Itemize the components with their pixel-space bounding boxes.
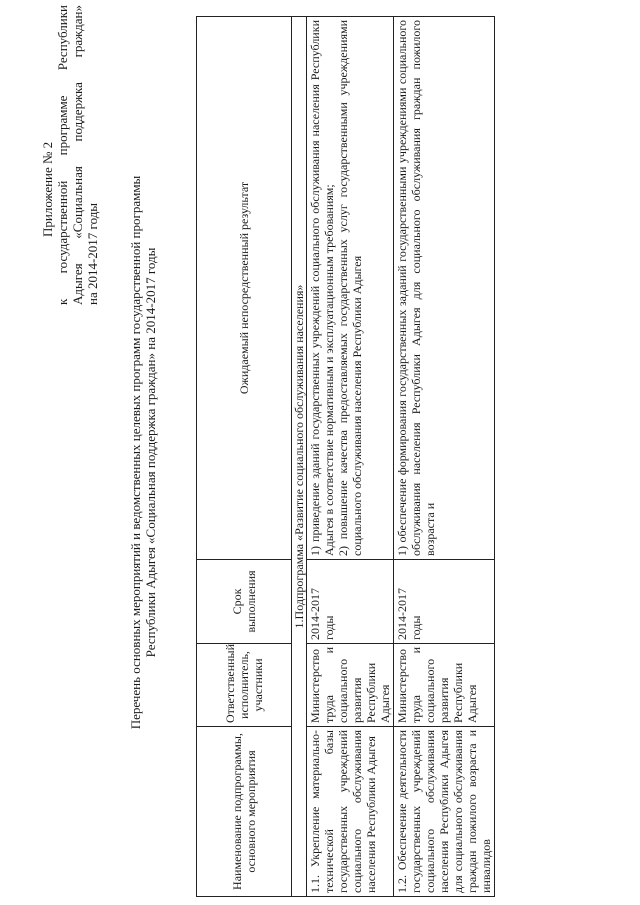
header-name: Наименование подпрограммы, основного мероприятия — [197, 727, 292, 897]
document-title-line-2: Республики Адыгея «Социальная поддержка граждан» на 2014-2017 годы — [143, 247, 158, 658]
table-header-row — [197, 17, 292, 897]
row-responsible: Министерство труда и социального развития Республики Адыгея — [307, 644, 394, 727]
appendix-header — [40, 5, 100, 305]
document-title — [128, 0, 158, 905]
section-title: 1.Подпрограмма «Развитие социального обслуживания населения» — [292, 17, 307, 897]
header-term: Срок выполнения — [197, 560, 292, 644]
measures-table — [196, 16, 495, 897]
header-result: Ожидаемый непосредственный результат — [197, 17, 292, 560]
row-result-item-2: 2) повышение качества предоставляемых государственных услуг государственными учреждениями социального обслуживания населения Республики Адыгея — [336, 20, 364, 556]
table-row — [394, 17, 495, 897]
row-result-item-1: 1) обеспечение формирования государственных заданий государственными учреждениями социального обслуживания населения Республики Адыгея для социального обслуживания граждан пожилого возраста и — [395, 20, 437, 556]
row-term: 2014-2017 годы — [307, 560, 394, 644]
row-term: 2014-2017 годы — [394, 560, 495, 644]
header-responsible: Ответственный исполнитель, участники — [197, 644, 292, 727]
appendix-line-2: Адыгея «Социальная поддержка граждан» — [70, 5, 85, 305]
row-name: 1.2. Обеспечение деятельности государственных учреждений социального обслуживания населения Республики Адыгея для социального обслуживания граждан пожилого возраста и инвалидов — [394, 727, 495, 897]
row-name: 1.1. Укрепление материально-технической базы государственных учреждений социального обслуживания населения Республики Адыгея — [307, 727, 394, 897]
table-row — [307, 17, 394, 897]
row-result — [394, 17, 495, 560]
row-responsible: Министерство труда и социального развития Республики Адыгея — [394, 644, 495, 727]
appendix-line-1: к государственной программе Республики — [55, 5, 70, 305]
appendix-title: Приложение № 2 — [40, 141, 55, 237]
appendix-line-3: на 2014-2017 годы — [85, 202, 100, 305]
row-result — [307, 17, 394, 560]
row-result-item-1: 1) приведение зданий государственных учреждений социального обслуживания населения Республики Адыгея в соответствие нормативным и эксплуатационным требованиям; — [308, 20, 336, 556]
document-title-line-1: Перечень основных мероприятий и ведомственных целевых программ государственной программы — [128, 175, 143, 730]
section-row — [292, 17, 307, 897]
